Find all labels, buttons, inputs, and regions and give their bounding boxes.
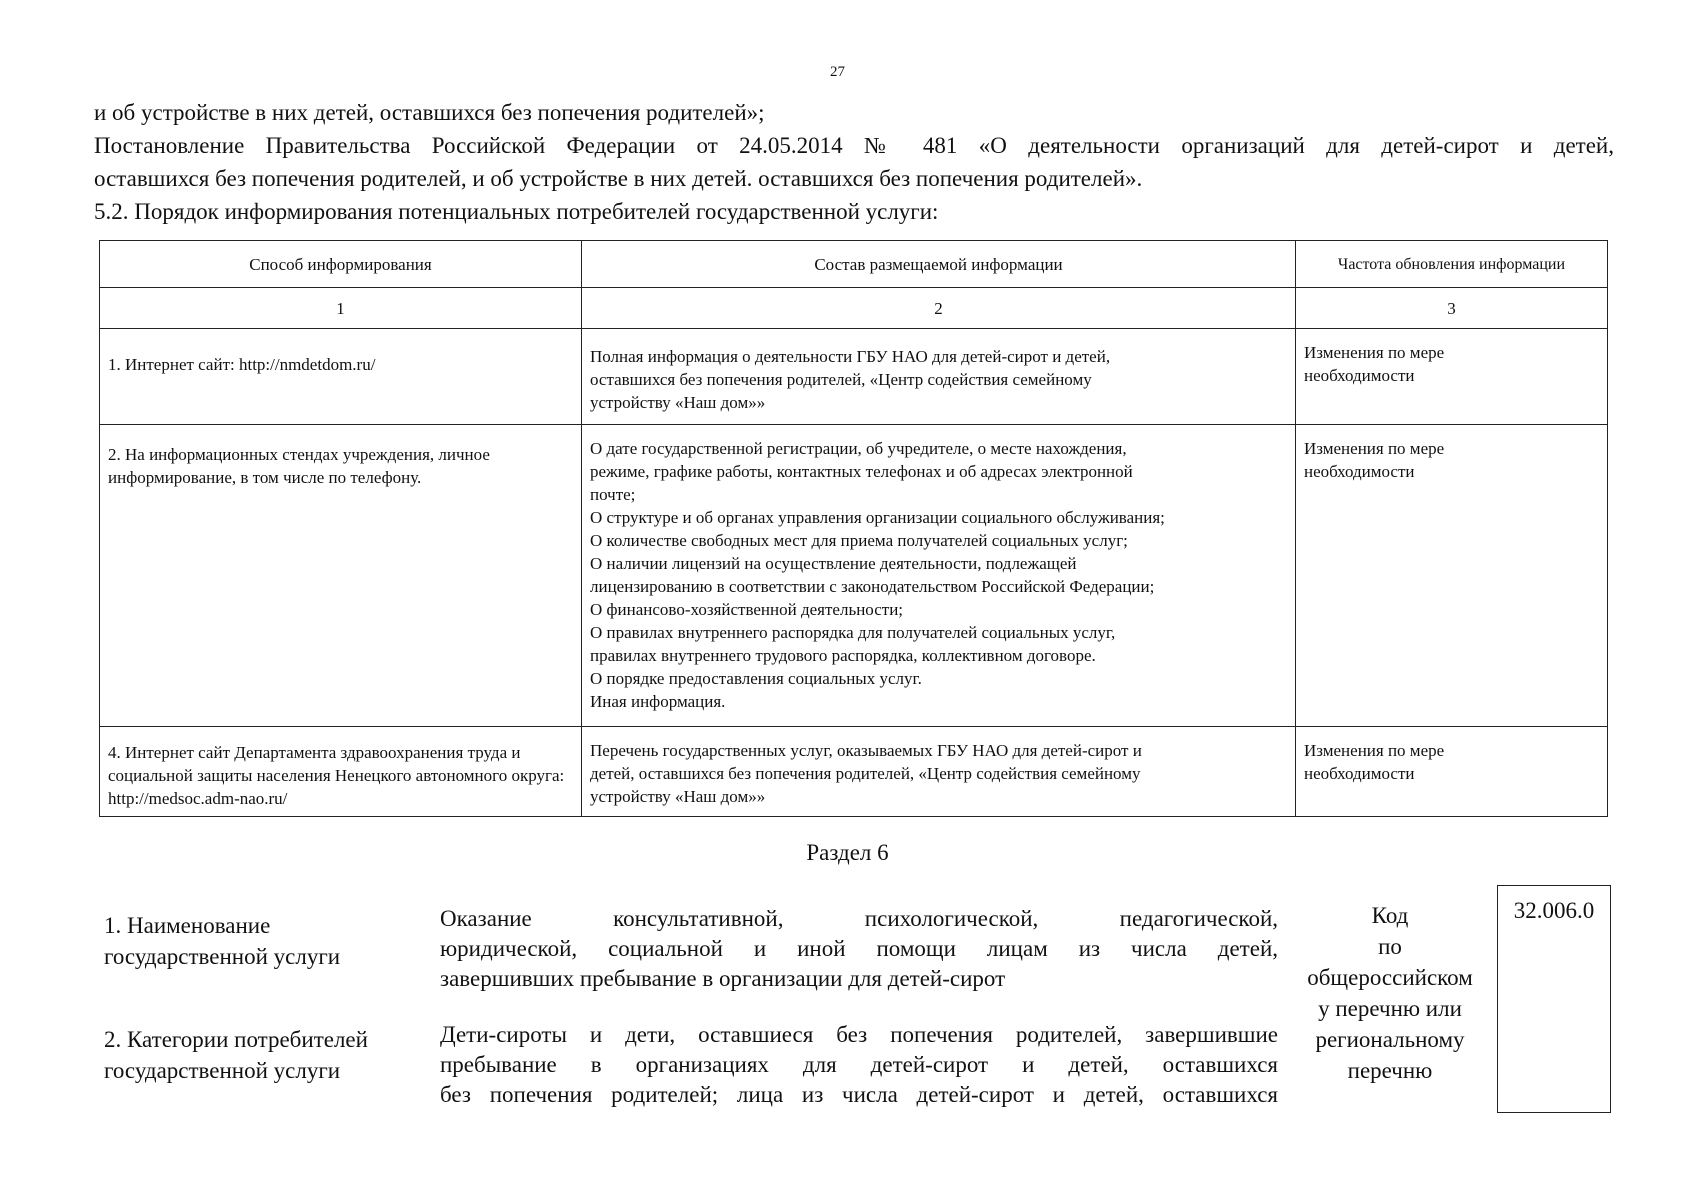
information-table [99, 240, 1608, 817]
row-2-content-line: О наличии лицензий на осуществление деятельности, подлежащей [590, 554, 1077, 573]
code-label-line: по [1378, 934, 1402, 959]
table-row [100, 329, 1608, 425]
code-value-box [1497, 885, 1611, 1113]
row-1-method: 1. Интернет сайт: http://nmdetdom.ru/ [100, 329, 582, 425]
service-name-value-line: Оказание консультативной, психологической, педагогической, [440, 906, 1278, 931]
service-category-value-line: пребывание в организациях для детей-сирот и детей, оставшихся [440, 1052, 1278, 1077]
row-1-content [582, 329, 1296, 425]
row-3-content-line: устройству «Наш дом»» [590, 787, 766, 806]
row-2-content-line: лицензированию в соответствии с законодательством Российской Федерации; [590, 577, 1155, 596]
row-3-content [582, 727, 1296, 817]
table-header-row [100, 241, 1608, 288]
row-2-content-line: О порядке предоставления социальных услуг. [590, 669, 922, 688]
code-label-line: общероссийском [1307, 965, 1473, 990]
row-3-method: 4. Интернет сайт Департамента здравоохранения труда и социальной защиты населения Ненецкого автономного округа: http://medsoc.adm-nao.ru/ [100, 727, 582, 817]
row-3-content-line: детей, оставшихся без попечения родителей, «Центр содействия семейному [590, 764, 1141, 783]
row-2-content-line: О количестве свободных мест для приема получателей социальных услуг; [590, 531, 1128, 550]
code-label-line: региональному [1315, 1027, 1465, 1052]
service-category-value [440, 1020, 1278, 1110]
table-number-row [100, 288, 1608, 329]
header-content: Состав размещаемой информации [582, 241, 1296, 288]
row-2-content-line: почте; [590, 485, 636, 504]
col-number-2: 2 [582, 288, 1296, 329]
service-category-value-line: без попечения родителей; лица из числа детей-сирот и детей, оставшихся [440, 1082, 1278, 1107]
row-2-content-line: О дате государственной регистрации, об учредителе, о месте нахождения, [590, 439, 1127, 458]
row-2-method: 2. На информационных стендах учреждения, личное информирование, в том числе по телефону. [100, 425, 582, 727]
row-1-content-line: Полная информация о деятельности ГБУ НАО для детей-сирот и детей, [590, 347, 1111, 366]
table-row [100, 425, 1608, 727]
row-1-content-line: устройству «Наш дом»» [590, 393, 766, 412]
code-label-line: перечню [1347, 1058, 1433, 1083]
table-row [100, 727, 1608, 817]
row-2-frequency: Изменения по мере необходимости [1296, 425, 1608, 727]
row-1-frequency: Изменения по мере необходимости [1296, 329, 1608, 425]
service-category-label-line: 2. Категории потребителей [104, 1027, 368, 1052]
header-method: Способ информирования [100, 241, 582, 288]
service-category-label [104, 1024, 424, 1086]
service-name-label [104, 910, 424, 972]
section-title: Раздел 6 [806, 840, 889, 865]
service-category-value-line: Дети-сироты и дети, оставшиеся без попечения родителей, завершившие [440, 1022, 1278, 1047]
row-2-content-line: О правилах внутреннего распорядка для получателей социальных услуг, [590, 623, 1116, 642]
code-label-line: у перечню или [1318, 996, 1462, 1021]
row-2-content-line: О структуре и об органах управления организации социального обслуживания; [590, 508, 1165, 527]
header-frequency: Частота обновления информации [1296, 241, 1608, 288]
row-3-content-line: Перечень государственных услуг, оказываемых ГБУ НАО для детей-сирот и [590, 741, 1142, 760]
row-2-content-line: О финансово-хозяйственной деятельности; [590, 600, 904, 619]
col-number-3: 3 [1296, 288, 1608, 329]
row-2-content-line: Иная информация. [590, 692, 726, 711]
service-name-value-line: завершивших пребывание в организации для детей-сирот [440, 966, 1006, 991]
code-label [1290, 900, 1490, 1086]
intro-text [94, 96, 1614, 228]
page-number: 27 [830, 64, 845, 80]
code-value: 32.006.0 [1513, 898, 1595, 923]
intro-line-2a: Постановление Правительства Российской Федерации от 24.05.2014 № 481 «О деятельности организаций для детей-сирот и детей, [94, 133, 1614, 158]
service-name-label-line: 1. Наименование [104, 913, 271, 938]
row-2-content [582, 425, 1296, 727]
code-label-line: Код [1371, 903, 1409, 928]
intro-line-2b: оставшихся без попечения родителей, и об устройстве в них детей. оставшихся без попечения родителей». [94, 166, 1143, 191]
intro-line-1: и об устройстве в них детей, оставшихся без попечения родителей»; [94, 100, 765, 125]
service-name-value [440, 904, 1278, 994]
intro-line-3: 5.2. Порядок информирования потенциальных потребителей государственной услуги: [94, 199, 939, 224]
col-number-1: 1 [100, 288, 582, 329]
service-name-label-line: государственной услуги [104, 944, 341, 969]
service-name-value-line: юридической, социальной и иной помощи лицам из числа детей, [440, 936, 1278, 961]
row-3-frequency: Изменения по мере необходимости [1296, 727, 1608, 817]
row-2-content-line: правилах внутреннего трудового распорядка, коллективном договоре. [590, 646, 1096, 665]
row-1-content-line: оставшихся без попечения родителей, «Центр содействия семейному [590, 370, 1092, 389]
service-category-label-line: государственной услуги [104, 1058, 341, 1083]
row-2-content-line: режиме, графике работы, контактных телефонах и об адресах электронной [590, 462, 1133, 481]
